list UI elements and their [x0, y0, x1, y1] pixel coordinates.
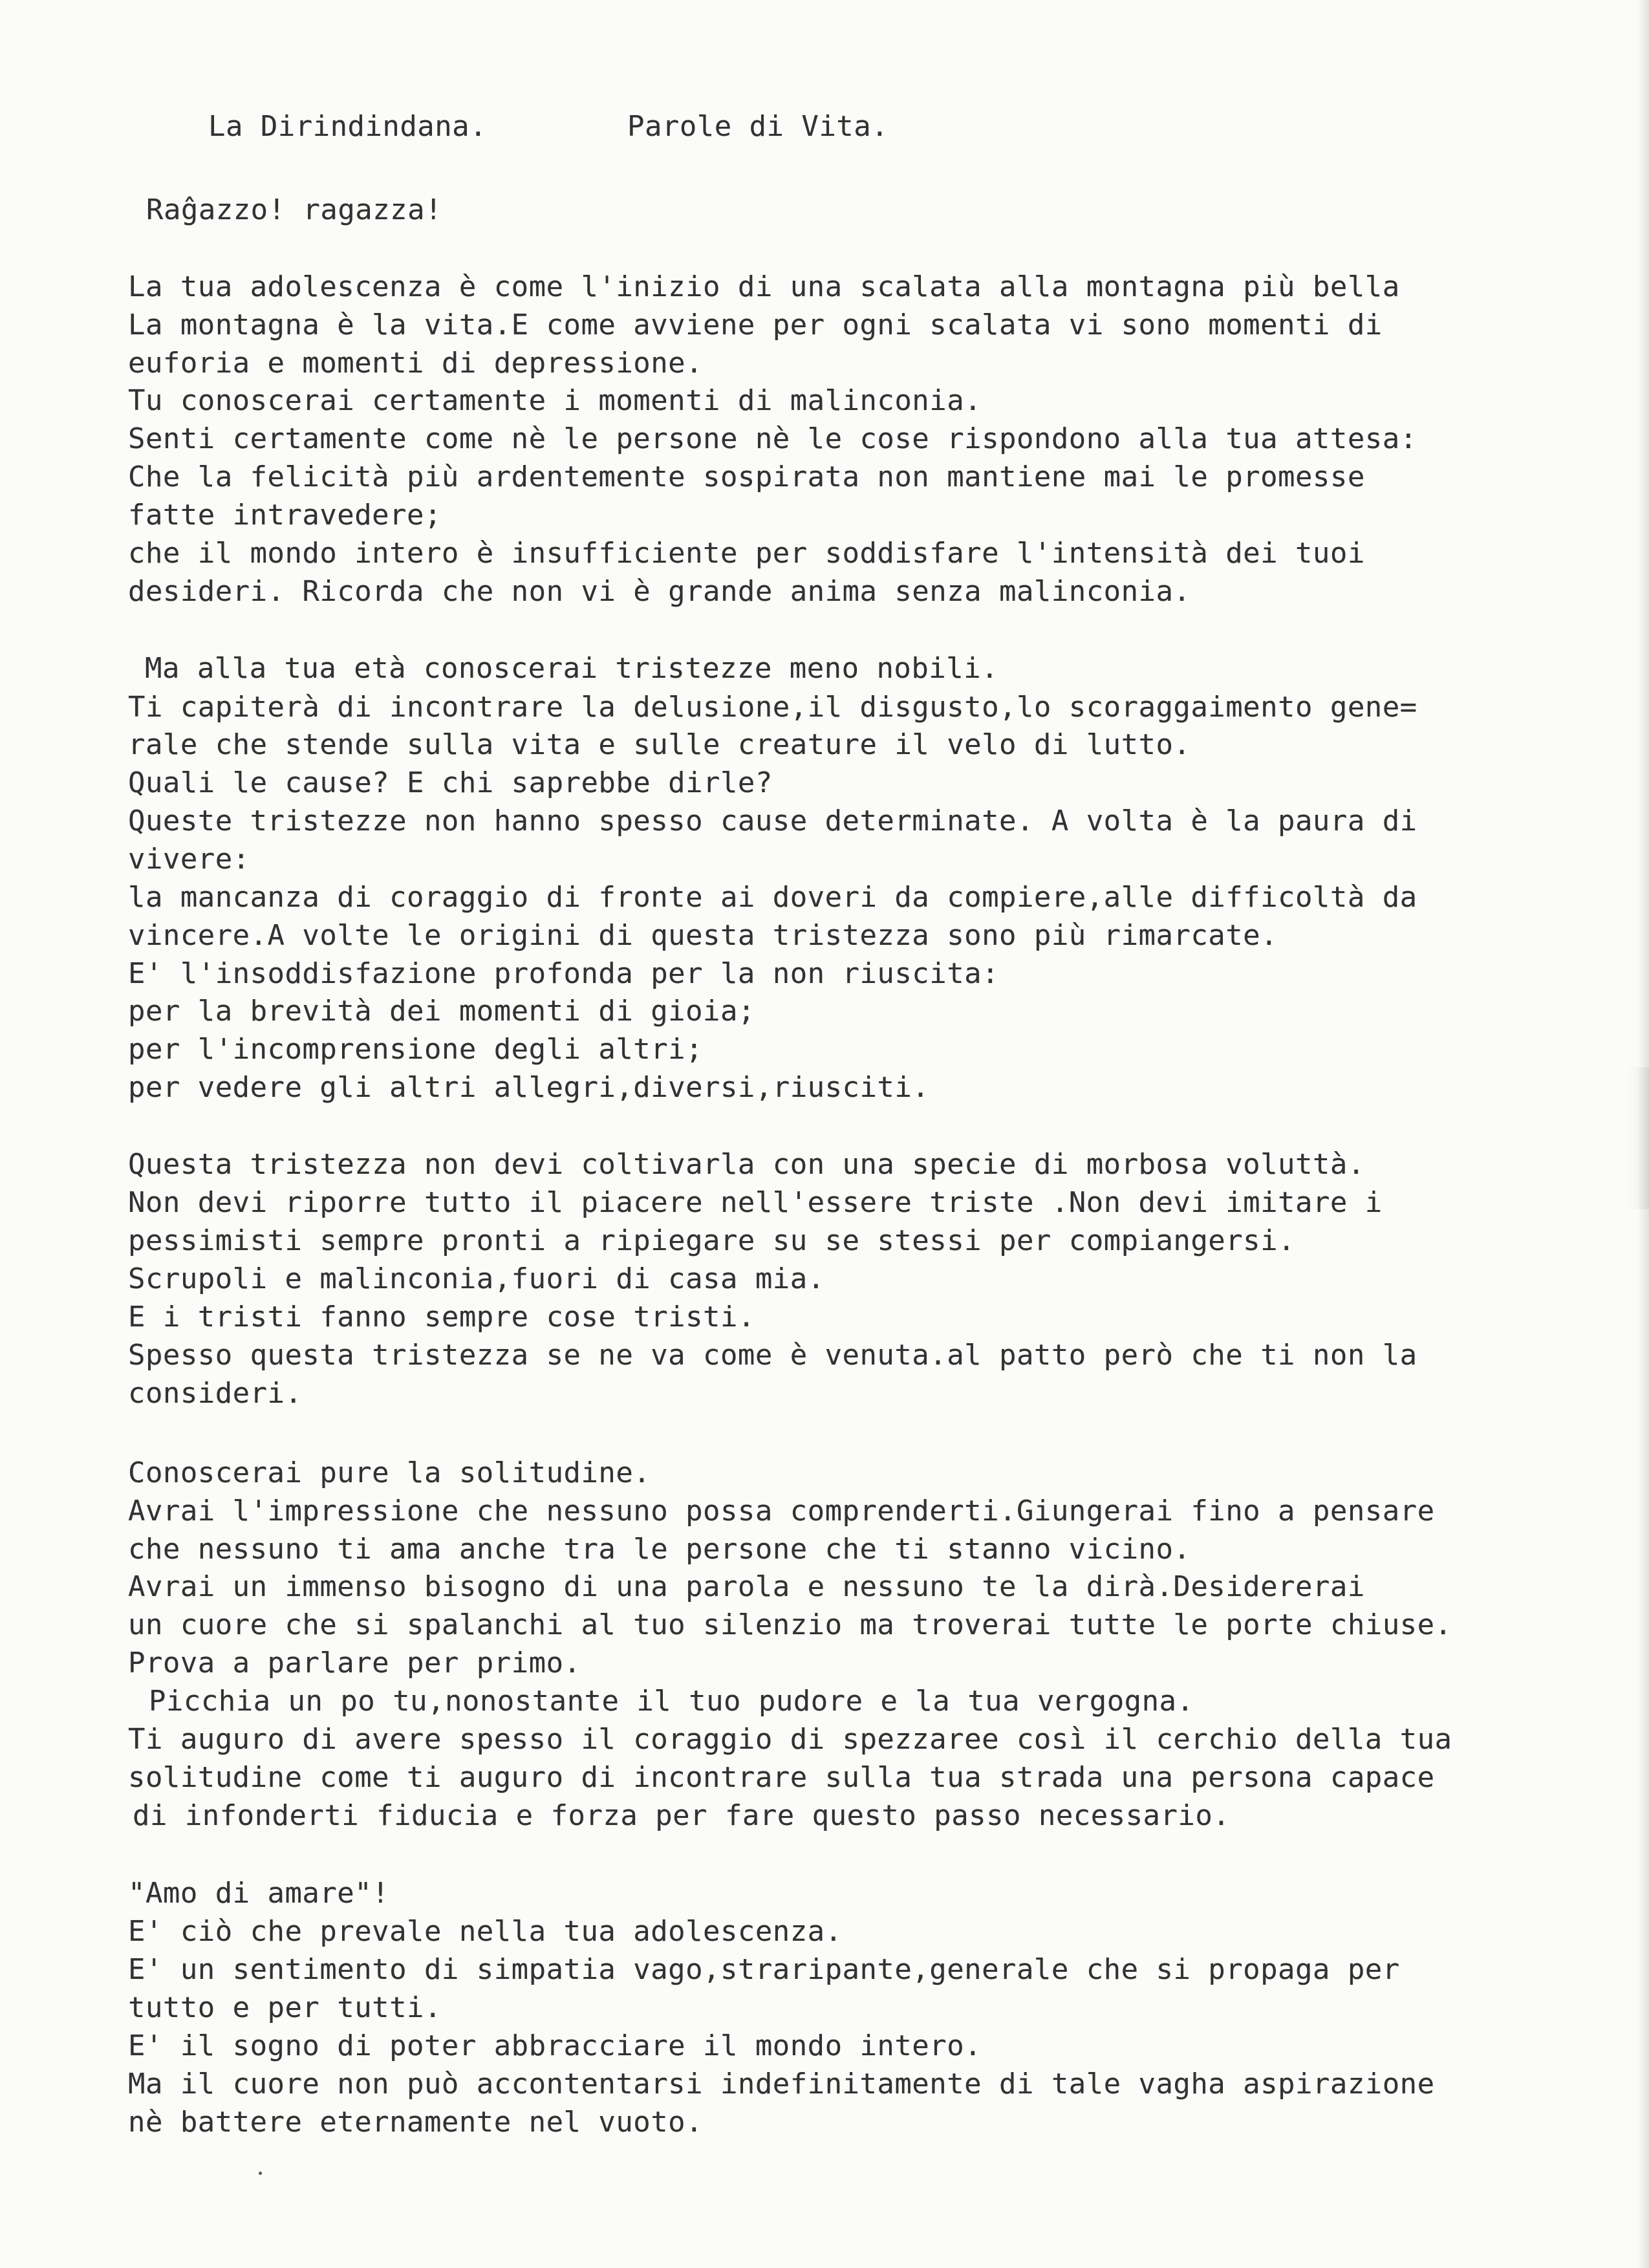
text-line: Conoscerai pure la solitudine. [128, 1456, 651, 1489]
text-line: nè battere eternamente nel vuoto. [128, 2106, 704, 2139]
text-line: Che la felicità più ardentemente sospirata non mantiene mai le promesse [128, 460, 1365, 493]
text-line: E' ciò che prevale nella tua adolescenza. [128, 1915, 843, 1948]
text-line: "Amo di amare"! [128, 1877, 390, 1910]
text-line: che nessuno ti ama anche tra le persone che ti stanno vicino. [128, 1533, 1191, 1566]
header-right: Parole di Vita. [627, 110, 889, 143]
text-line: Picchia un po tu,nonostante il tuo pudore e la tua vergogna. [149, 1685, 1194, 1718]
text-line: Ti capiterà di incontrare la delusione,il disgusto,lo scoraggaimento gene= [128, 691, 1417, 724]
text-line: Ti auguro di avere spesso il coraggio di spezzaree così il cerchio della tua [128, 1723, 1452, 1756]
header-left: La Dirindindana. [208, 110, 488, 143]
text-line: Queste tristezze non hanno spesso cause determinate. A volta è la paura di [128, 805, 1417, 837]
text-line: desideri. Ricorda che non vi è grande anima senza malinconia. [128, 575, 1191, 608]
text-line: E' l'insoddisfazione profonda per la non riuscita: [128, 957, 1000, 990]
text-line: Questa tristezza non devi coltivarla con una specie di morbosa voluttà. [128, 1148, 1365, 1181]
text-line: per vedere gli altri allegri,diversi,riusciti. [128, 1071, 930, 1104]
text-line: Ma il cuore non può accontentarsi indefinitamente di tale vagha aspirazione [128, 2068, 1435, 2101]
text-line: La tua adolescenza è come l'inizio di una scalata alla montagna più bella [128, 270, 1400, 303]
text-line: Quali le cause? E chi saprebbe dirle? [128, 766, 773, 799]
text-line: vincere.A volte le origini di questa tristezza sono più rimarcate. [128, 919, 1278, 952]
text-line: E i tristi fanno sempre cose tristi. [128, 1301, 755, 1334]
text-line: E' un sentimento di simpatia vago,straripante,generale che si propaga per [128, 1953, 1400, 1986]
text-line: che il mondo intero è insufficiente per soddisfare l'intensità dei tuoi [128, 537, 1365, 570]
text-line: Avrai un immenso bisogno di una parola e nessuno te la dirà.Desidererai [128, 1570, 1365, 1603]
text-line: per l'incomprensione degli altri; [128, 1033, 704, 1066]
text-line: Senti certamente come nè le persone nè le cose rispondono alla tua attesa: [128, 422, 1417, 455]
text-line: rale che stende sulla vita e sulle creature il velo di lutto. [128, 728, 1191, 761]
text-line: fatte intravedere; [128, 499, 442, 532]
text-line: consideri. [128, 1377, 303, 1410]
text-line: Prova a parlare per primo. [128, 1647, 581, 1679]
text-line: tutto e per tutti. [128, 1991, 442, 2024]
text-line: pessimisti sempre pronti a ripiegare su se stessi per compiangersi. [128, 1224, 1295, 1257]
text-line: E' il sogno di poter abbracciare il mondo intero. [128, 2029, 982, 2062]
text-line: Ma alla tua età conoscerai tristezze meno nobili. [145, 652, 999, 685]
text-line: euforia e momenti di depressione. [128, 347, 704, 380]
text-line: La montagna è la vita.E come avviene per ogni scalata vi sono momenti di [128, 308, 1383, 341]
text-line: Avrai l'impressione che nessuno possa comprenderti.Giungerai fino a pensare [128, 1495, 1435, 1528]
paper-fold-mark [1627, 1067, 1649, 1209]
text-line: vivere: [128, 843, 250, 876]
text-line: Non devi riporre tutto il piacere nell'essere triste .Non devi imitare i [128, 1186, 1383, 1219]
text-line: per la brevità dei momenti di gioia; [128, 995, 755, 1028]
text-line: solitudine come ti auguro di incontrare sulla tua strada una persona capace [128, 1761, 1435, 1794]
text-line: la mancanza di coraggio di fronte ai doveri da compiere,alle difficoltà da [128, 881, 1417, 914]
text-line: Tu conoscerai certamente i momenti di malinconia. [128, 384, 982, 417]
text-line: Scrupoli e malinconia,fuori di casa mia. [128, 1262, 825, 1295]
text-line: un cuore che si spalanchi al tuo silenzio ma troverai tutte le porte chiuse. [128, 1608, 1452, 1641]
ink-dot [259, 2172, 262, 2175]
text-line: Spesso questa tristezza se ne va come è venuta.al patto però che ti non la [128, 1339, 1417, 1372]
text-line: di infonderti fiducia e forza per fare questo passo necessario. [133, 1799, 1231, 1832]
greeting-line: Raĝazzo! ragazza! [146, 193, 442, 226]
